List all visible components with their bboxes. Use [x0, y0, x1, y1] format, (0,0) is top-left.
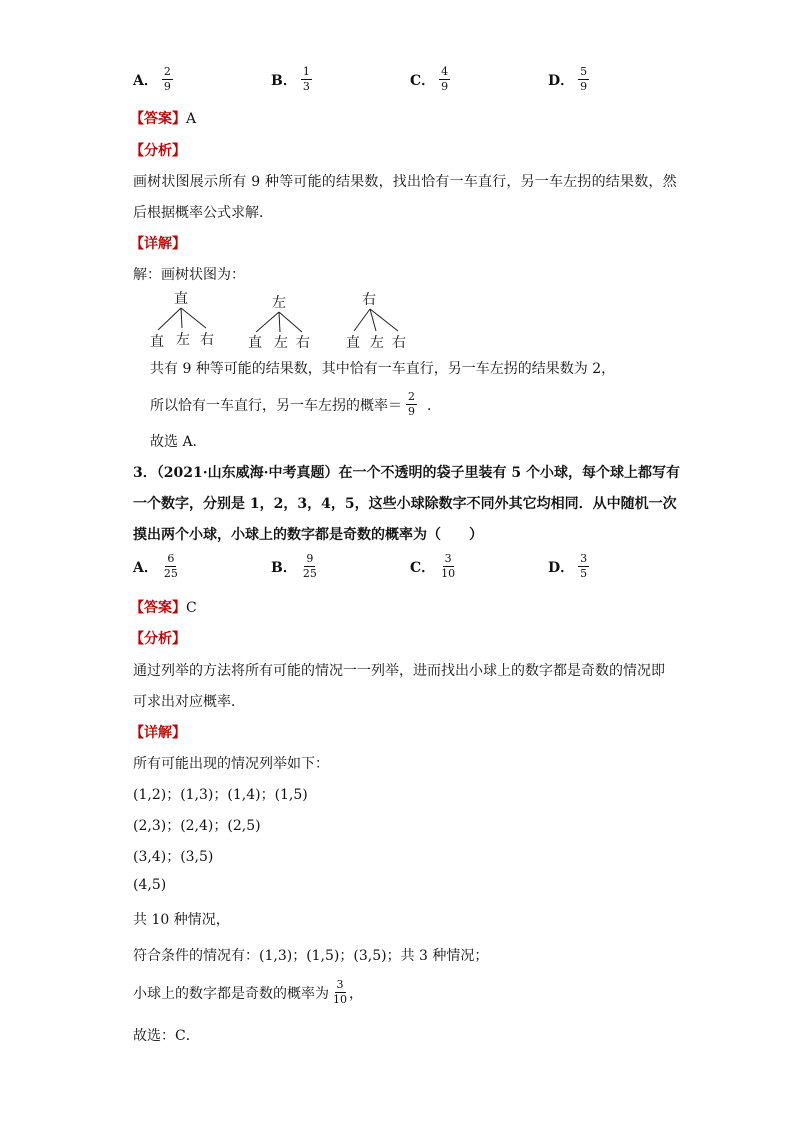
option-letter: A．: [133, 72, 158, 89]
tree-diagram-2: [246, 292, 316, 352]
tree-leaf: 右: [392, 335, 406, 351]
q3-pairs-row4: (4,5): [133, 877, 167, 893]
q2-option-a: [133, 66, 173, 93]
fraction: [578, 553, 589, 580]
numerator: 3: [336, 978, 344, 991]
tree-leaf: 左: [176, 332, 190, 348]
q2-analysis-line1: 画树状图展示所有 9 种等可能的结果数，找出恰有一车直行，另一车左拐的结果数，然: [133, 174, 677, 190]
denominator: 25: [302, 567, 317, 580]
fraction: [301, 66, 312, 93]
q2-analysis-line2: 后根据概率公式求解．: [133, 205, 273, 221]
numerator: 3: [580, 552, 588, 565]
q3-choose: 故选：C．: [133, 1028, 200, 1044]
option-letter: D．: [548, 559, 575, 576]
probability-suffix: ．: [427, 397, 441, 414]
q2-option-b: [271, 66, 312, 93]
fraction: [406, 391, 417, 418]
fraction: [439, 66, 450, 93]
numerator: 5: [580, 65, 588, 78]
q3-analysis-tag: 【分析】: [130, 631, 186, 647]
tree-leaf: 直: [248, 335, 262, 351]
denominator: 9: [580, 80, 588, 93]
denominator: 9: [163, 80, 171, 93]
denominator: 10: [441, 567, 456, 580]
denominator: 25: [163, 567, 178, 580]
q3-option-d: [548, 553, 589, 580]
q2-count-line: 共有 9 种等可能的结果数，其中恰有一车直行，另一车左拐的结果数为 2，: [150, 361, 616, 377]
numerator: 3: [444, 552, 452, 565]
probability-text: 所以恰有一车直行，另一车左拐的概率＝: [150, 397, 402, 414]
probability-suffix: ，: [349, 985, 363, 1002]
q2-analysis-tag: 【分析】: [130, 143, 186, 159]
q3-option-b: [271, 553, 319, 580]
q3-analysis-line2: 可求出对应概率．: [133, 694, 245, 710]
tree-diagram-1: [148, 288, 218, 348]
fraction: [301, 553, 319, 580]
fraction: [331, 979, 349, 1006]
tree-root: 左: [272, 295, 286, 311]
tree-leaf: 直: [150, 334, 164, 350]
option-letter: C．: [410, 72, 436, 89]
tree-leaf: 右: [296, 335, 310, 351]
q2-answer: [130, 108, 196, 128]
q2-option-c: [410, 66, 450, 93]
numerator: 6: [167, 552, 175, 565]
q3-detail-tag: 【详解】: [130, 725, 186, 741]
numerator: 2: [163, 65, 171, 78]
q2-option-d: [548, 66, 589, 93]
option-letter: B．: [271, 559, 297, 576]
denominator: 9: [408, 405, 415, 418]
option-letter: C．: [410, 559, 436, 576]
q3-stem-line2: 一个数字，分别是 1，2，3，4，5，这些小球除数字不同外其它均相同．从中随机一次: [133, 496, 677, 512]
numerator: 1: [302, 65, 310, 78]
q3-answer: [130, 597, 197, 617]
answer-tag: 【答案】: [130, 111, 186, 127]
tree-leaf: 左: [370, 335, 384, 351]
q2-choose: 故选 A．: [150, 434, 207, 450]
option-letter: A．: [133, 559, 158, 576]
answer-value: A: [186, 111, 197, 127]
fraction: [162, 553, 180, 580]
q3-list-intro: 所有可能出现的情况列举如下：: [133, 756, 329, 772]
tree-leaf: 左: [274, 335, 288, 351]
denominator: 5: [580, 567, 588, 580]
denominator: 10: [333, 993, 347, 1006]
fraction: [439, 553, 457, 580]
q2-detail-tag: 【详解】: [130, 236, 186, 252]
tree-root: 直: [174, 291, 188, 307]
answer-tag: 【答案】: [130, 600, 186, 616]
fraction: [162, 66, 173, 93]
numerator: 9: [306, 552, 314, 565]
denominator: 9: [441, 80, 449, 93]
q3-pairs-row3: (3,4)；(3,5): [133, 849, 214, 865]
answer-value: C: [186, 600, 197, 616]
q2-probability-line: [150, 391, 441, 418]
q3-stem-line3: 摸出两个小球，小球上的数字都是奇数的概率为（ ）: [133, 527, 483, 543]
q3-total: 共 10 种情况，: [133, 912, 230, 928]
tree-leaf: 右: [200, 332, 214, 348]
option-letter: D．: [548, 72, 575, 89]
tree-root: 右: [362, 292, 376, 308]
q3-pairs-row2: (2,3)；(2,4)；(2,5): [133, 818, 261, 834]
q3-option-c: [410, 553, 457, 580]
denominator: 3: [302, 80, 310, 93]
q3-stem-line1: 3．（2021·山东威海·中考真题）在一个不透明的袋子里装有 5 个小球，每个球上都写有: [133, 465, 680, 481]
fraction: [578, 66, 589, 93]
q3-analysis-line1: 通过列举的方法将所有可能的情况一一列举，进而找出小球上的数字都是奇数的情况即: [133, 663, 665, 679]
tree-diagram-3: [346, 289, 416, 351]
q3-favorable: 符合条件的情况有：(1,3)；(1,5)；(3,5)；共 3 种情况；: [133, 948, 489, 964]
q2-detail-intro: 解：画树状图为：: [133, 267, 245, 283]
probability-text: 小球上的数字都是奇数的概率为: [133, 985, 329, 1002]
tree-leaf: 直: [346, 335, 360, 351]
q3-pairs-row1: (1,2)；(1,3)；(1,4)；(1,5): [133, 787, 308, 803]
numerator: 4: [441, 65, 449, 78]
q3-probability-line: [133, 979, 363, 1006]
numerator: 2: [408, 390, 415, 403]
option-letter: B．: [271, 72, 297, 89]
q3-option-a: [133, 553, 180, 580]
